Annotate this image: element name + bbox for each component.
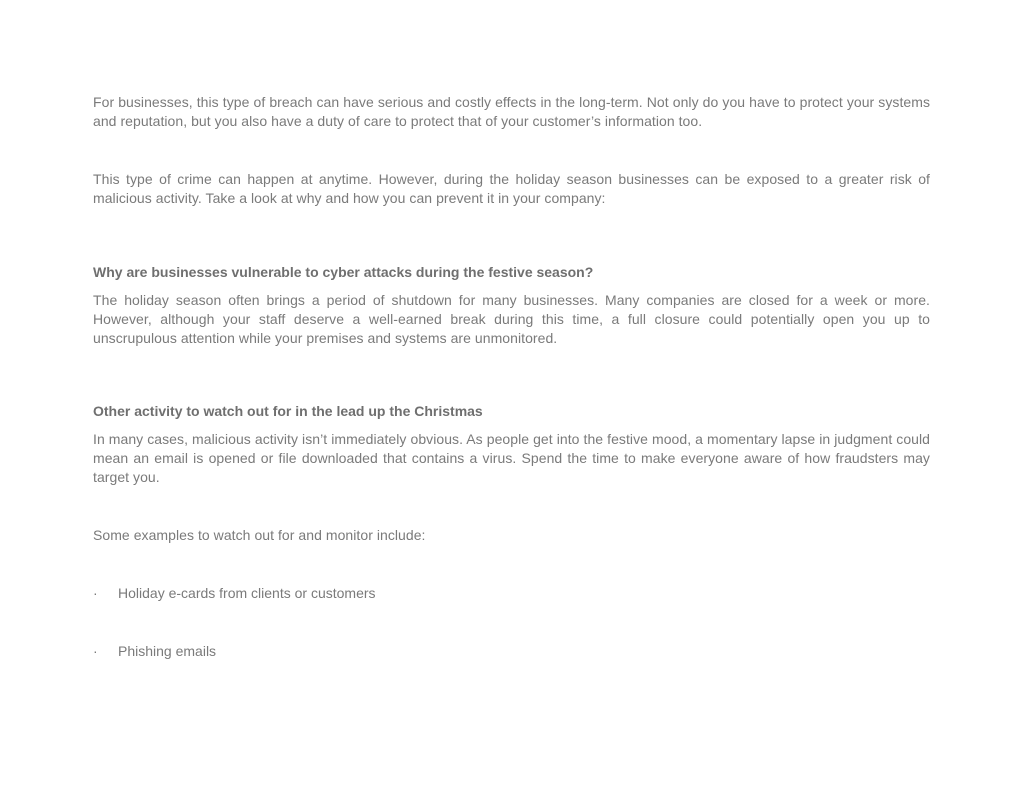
section-heading-other-activity: Other activity to watch out for in the lead up the Christmas <box>93 403 483 419</box>
list-item <box>93 642 930 661</box>
intro-paragraph: For businesses, this type of breach can have serious and costly effects in the long-term. Not only do you have to protect your systems and reputation, but you also have a duty of care to protect that of your customer’s information too. <box>93 94 930 129</box>
list-item <box>93 584 930 603</box>
examples-intro-paragraph: Some examples to watch out for and monitor include: <box>93 527 426 543</box>
document-page <box>93 93 930 661</box>
list-item-text: Holiday e-cards from clients or customers <box>118 585 376 601</box>
list-item-text: Phishing emails <box>118 643 217 659</box>
section-heading-vulnerable: Why are businesses vulnerable to cyber attacks during the festive season? <box>93 264 594 280</box>
risk-paragraph: This type of crime can happen at anytime. However, during the holiday season businesses can be exposed to a greater risk of malicious activity. Take a look at why and how you can prevent it in your company: <box>93 171 930 206</box>
bullet-icon: · <box>93 643 98 659</box>
bullet-icon: · <box>93 585 98 601</box>
malicious-activity-paragraph: In many cases, malicious activity isn’t immediately obvious. As people get into the festive mood, a momentary lapse in judgment could mean an email is opened or file downloaded that contains a virus. Spend the time to make everyone aware of how fraudsters may target you. <box>93 431 930 485</box>
shutdown-paragraph: The holiday season often brings a period of shutdown for many businesses. Many companies are closed for a week or more. However, although your staff deserve a well-earned break during this time, a full closure could potentially open you up to unscrupulous attention while your premises and systems are unmonitored. <box>93 292 930 346</box>
